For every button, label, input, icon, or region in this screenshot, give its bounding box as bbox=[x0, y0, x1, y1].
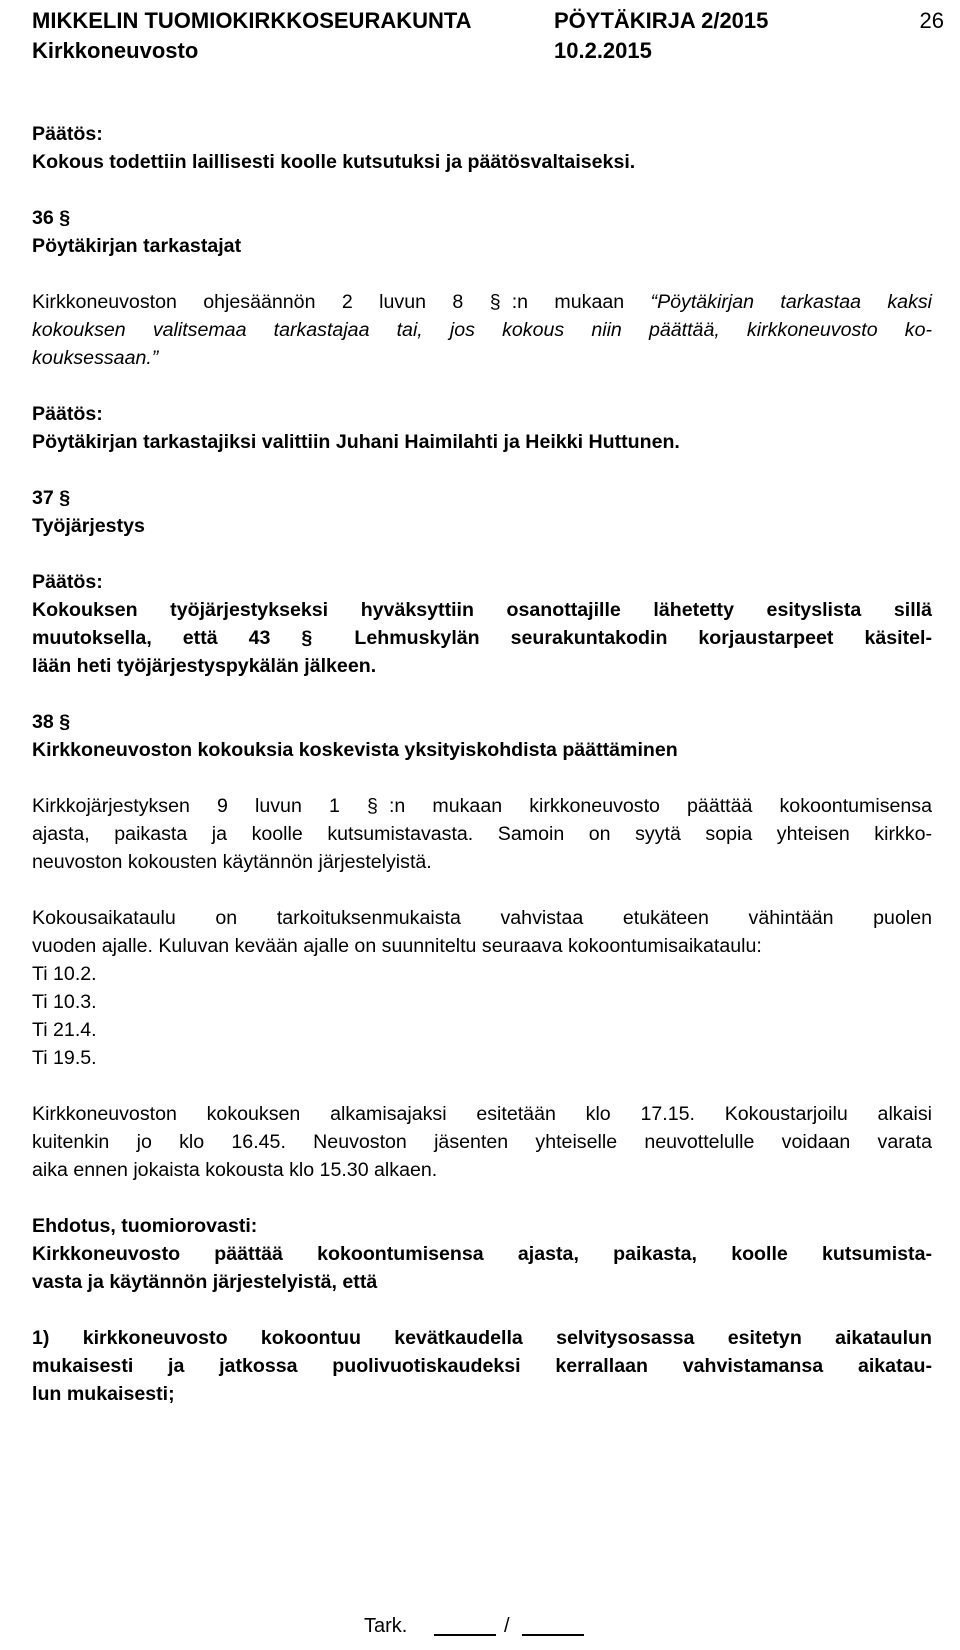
document-title: PÖYTÄKIRJA 2/2015 bbox=[554, 8, 769, 33]
meeting-date-item: Ti 10.3. bbox=[32, 991, 97, 1013]
section-sign-icon: § bbox=[301, 627, 313, 649]
decision-text: Pöytäkirjan tarkastajiksi valittiin Juhani Haimilahti ja Heikki Huttunen. bbox=[32, 431, 680, 453]
page-header bbox=[32, 6, 944, 66]
meeting-date-item: Ti 19.5. bbox=[32, 1047, 97, 1069]
decision-label: Päätös: bbox=[32, 403, 103, 425]
section-38-paragraph-3: Kirkkoneuvoston kokouksen alkamisajaksi esitetään klo 17.15. Kokoustarjoilu alkaisi kuitenkin jo klo 16.45. Neuvoston jäsenten yhteiselle neuvottelulle voidaan varata aika ennen jokaista kokousta klo 15.30 alkaen. bbox=[32, 1103, 932, 1181]
quote-text: “Pöytäkirjan tarkastaa kaksi bbox=[650, 291, 933, 313]
meeting-date-item: Ti 10.2. bbox=[32, 963, 97, 985]
section-36-body bbox=[32, 288, 932, 372]
section-sign-icon: § bbox=[366, 795, 378, 817]
section-number: 37 bbox=[32, 487, 54, 509]
check-label: Tark. bbox=[364, 1615, 408, 1637]
section-number: 36 bbox=[32, 207, 54, 229]
page-number: 26 bbox=[919, 8, 944, 33]
quote-text: kokouksen valitsemaa tarkastajaa tai, jos kokous niin päättää, kirkkoneuvosto ko- bbox=[32, 319, 932, 341]
section-sign-icon: § bbox=[489, 291, 501, 313]
section-38-paragraph-1: Kirkkojärjestyksen 9 luvun 1 § :n mukaan kirkkoneuvosto päättää kokoontumisensa ajasta, paikasta ja koolle kutsumistavasta. Samoin on syytä sopia yhteisen kirkko- neuvoston kokousten käytännön järjestelyistä. bbox=[32, 792, 932, 876]
section-36-title: Pöytäkirjan tarkastajat bbox=[32, 235, 242, 257]
proposal-text: Kirkkoneuvosto päättää kokoontumisensa ajasta, paikasta, koolle kutsumista- vasta ja käytännön järjestelyistä, että bbox=[32, 1243, 932, 1293]
meeting-date: 10.2.2015 bbox=[554, 38, 652, 63]
minutes-content bbox=[32, 120, 932, 1408]
proposal-label: Ehdotus, tuomiorovasti: bbox=[32, 1215, 258, 1237]
section-37-title: Työjärjestys bbox=[32, 515, 145, 537]
section-sign-icon: § bbox=[59, 487, 71, 509]
decision-text: Kokouksen työjärjestykseksi hyväksyttiin osanottajille lähetetty esityslista sillä muutoksella, että 43 § Lehmuskylän seurakuntakodin korjaustarpeet käsitel- lään heti työjärjestyspykälän jälkeen. bbox=[32, 599, 932, 677]
decision-label: Päätös: bbox=[32, 571, 103, 593]
governing-body: Kirkkoneuvosto bbox=[32, 38, 199, 63]
section-37-heading bbox=[32, 484, 932, 512]
section-38-title: Kirkkoneuvoston kokouksia koskevista yksityiskohdista päättäminen bbox=[32, 739, 678, 761]
decision-text: Kokous todettiin laillisesti koolle kutsutuksi ja päätösvaltaiseksi. bbox=[32, 151, 636, 173]
organization-name: MIKKELIN TUOMIOKIRKKOSEURAKUNTA bbox=[32, 8, 472, 33]
meeting-date-item: Ti 21.4. bbox=[32, 1019, 97, 1041]
body-line: Kirkkoneuvoston ohjesäännön 2 luvun 8 § :n mukaan “Pöytäkirjan tarkastaa kaksi bbox=[32, 288, 932, 316]
decision-label: Päätös: bbox=[32, 123, 103, 145]
quote-text: kouksessaan.” bbox=[32, 347, 159, 369]
section-38-paragraph-2: Kokousaikataulu on tarkoituksenmukaista vahvistaa etukäteen vähintään puolen vuoden ajalle. Kuluvan kevään ajalle on suunniteltu seuraava kokoontumisaikataulu: Ti 10.2. Ti 10.3. Ti 21.4. Ti 19.5. bbox=[32, 904, 932, 1072]
initials-line-2 bbox=[522, 1634, 584, 1636]
section-38-heading bbox=[32, 708, 932, 736]
section-sign-icon: § bbox=[59, 711, 71, 733]
initials-line-1 bbox=[434, 1634, 496, 1636]
proposal-item-1: 1) kirkkoneuvosto kokoontuu kevätkaudella selvitysosassa esitetyn aikataulun mukaisesti ja jatkossa puolivuotiskaudeksi kerrallaan vahvistamansa aikatau- lun mukaisesti; bbox=[32, 1327, 932, 1405]
section-number: 38 bbox=[32, 711, 54, 733]
section-sign-icon: § bbox=[59, 207, 71, 229]
initials-separator: / bbox=[504, 1615, 510, 1637]
section-36-heading bbox=[32, 204, 932, 232]
